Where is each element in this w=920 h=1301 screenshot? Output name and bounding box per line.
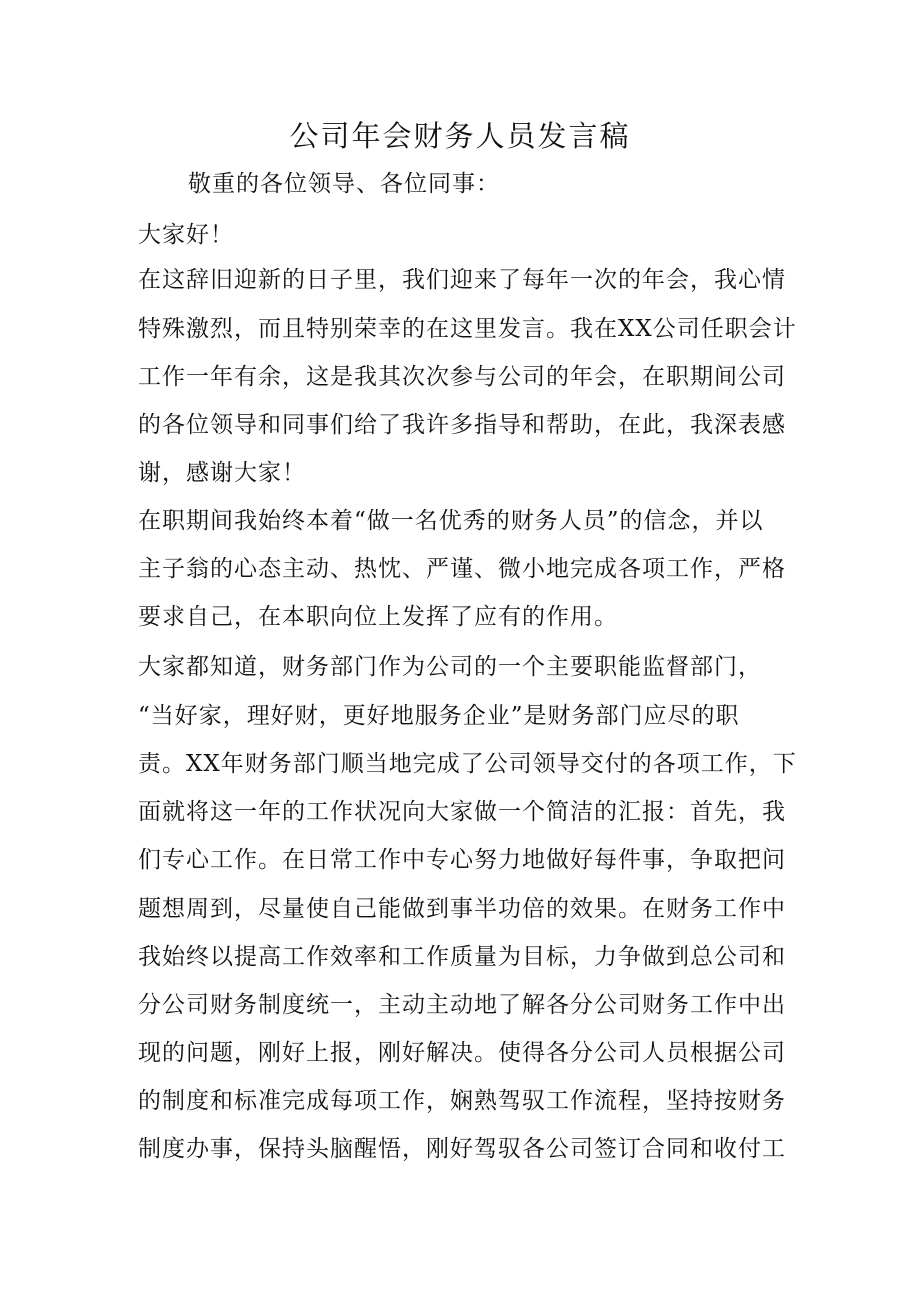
document-title: 公司年会财务人员发言稿 — [289, 119, 631, 153]
text-line: 工作一年有余，这是我其次次参与公司的年会，在职期间公司 — [138, 364, 786, 390]
text-line: 分公司财务制度统一，主动主动地了解各分公司财务工作中出 — [138, 992, 786, 1018]
greeting-line: 大家好！ — [138, 222, 234, 248]
text-line: 我始终以提高工作效率和工作质量为目标，力争做到总公司和 — [138, 944, 786, 970]
text-line: 的制度和标准完成每项工作，娴熟驾驭工作流程，坚持按财务 — [138, 1088, 786, 1114]
text-line: 题想周到，尽量使自己能做到事半功倍的效果。在财务工作中 — [138, 896, 786, 922]
text-line: “当好家，理好财，更好地服务企业”是财务部门应尽的职 — [138, 703, 740, 729]
text-line: 大家都知道，财务部门作为公司的一个主要职能监督部门， — [138, 654, 762, 680]
text-line: 要求自己，在本职向位上发挥了应有的作用。 — [138, 604, 618, 630]
text-line: 特殊激烈，而且特别荣幸的在这里发言。我在XX公司任职会计 — [138, 316, 797, 342]
text-line: 在这辞旧迎新的日子里，我们迎来了每年一次的年会，我心情 — [138, 267, 786, 293]
text-line: 谢，感谢大家！ — [138, 460, 306, 486]
text-line: 责。XX年财务部门顺当地完成了公司领导交付的各项工作，下 — [138, 751, 797, 777]
text-line: 制度办事，保持头脑醒悟，刚好驾驭各公司签订合同和收付工 — [138, 1136, 786, 1162]
text-line: 们专心工作。在日常工作中专心努力地做好每件事，争取把问 — [138, 847, 786, 873]
text-line: 的各位领导和同事们给了我许多指导和帮助，在此，我深表感 — [138, 412, 786, 438]
text-line: 主子翁的心态主动、热忱、严谨、微小地完成各项工作，严格 — [138, 556, 786, 582]
text-line: 面就将这一年的工作状况向大家做一个简洁的汇报：首先，我 — [138, 799, 786, 825]
salutation-line: 敬重的各位领导、各位同事： — [188, 171, 500, 197]
text-line: 现的问题，刚好上报，刚好解决。使得各分公司人员根据公司 — [138, 1040, 786, 1066]
text-line: 在职期间我始终本着“做一名优秀的财务人员”的信念，并以 — [138, 508, 764, 534]
